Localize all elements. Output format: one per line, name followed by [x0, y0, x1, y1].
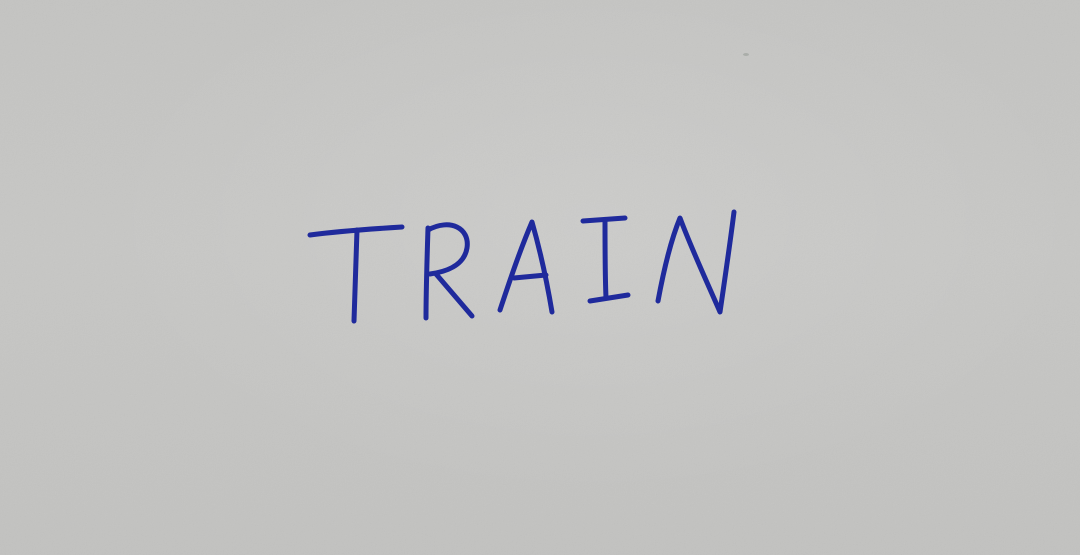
handwritten-word-text: [300, 200, 750, 335]
paper-speck: [743, 53, 749, 56]
